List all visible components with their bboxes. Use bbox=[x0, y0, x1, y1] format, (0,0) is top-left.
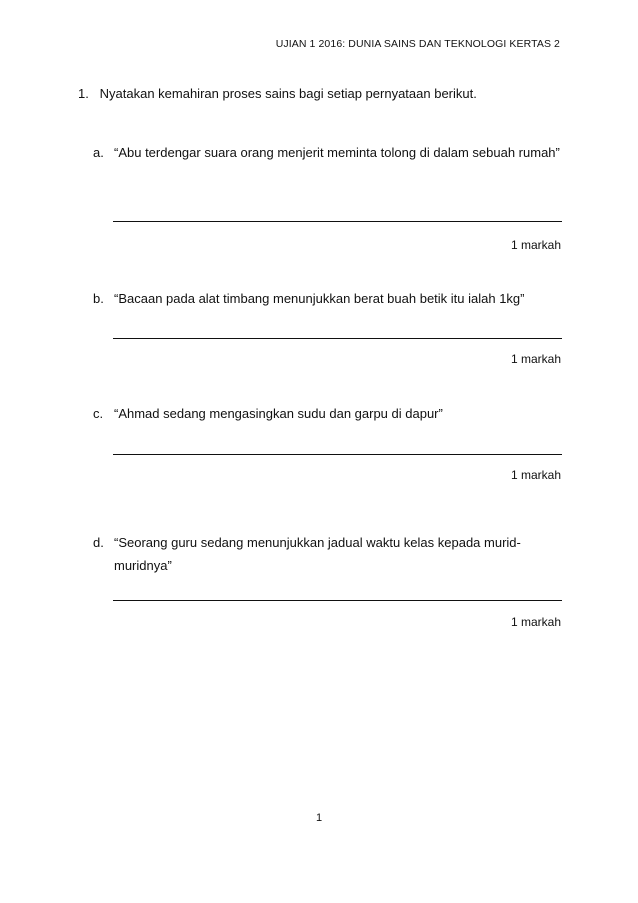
part-text: “Ahmad sedang mengasingkan sudu dan garpu di dapur” bbox=[114, 406, 443, 421]
part-letter: d. bbox=[93, 535, 104, 550]
question-part-d bbox=[93, 531, 563, 577]
question-part-b bbox=[93, 287, 563, 310]
answer-line-d[interactable] bbox=[113, 600, 562, 601]
marks-a: 1 markah bbox=[510, 238, 561, 252]
part-letter: b. bbox=[93, 291, 104, 306]
answer-line-b[interactable] bbox=[113, 338, 562, 339]
marks-c: 1 markah bbox=[510, 468, 561, 482]
answer-line-c[interactable] bbox=[113, 454, 562, 455]
part-text: “Bacaan pada alat timbang menunjukkan berat buah betik itu ialah 1kg” bbox=[114, 291, 525, 306]
part-letter: a. bbox=[93, 145, 104, 160]
question-number: 1. bbox=[78, 86, 89, 101]
part-text: “Abu terdengar suara orang menjerit meminta tolong di dalam sebuah rumah” bbox=[114, 145, 560, 160]
page-number: 1 bbox=[315, 812, 323, 824]
question-1 bbox=[78, 86, 477, 101]
question-part-a bbox=[93, 141, 563, 164]
page-header: UJIAN 1 2016: DUNIA SAINS DAN TEKNOLOGI KERTAS 2 bbox=[275, 38, 560, 50]
marks-b: 1 markah bbox=[510, 352, 561, 366]
question-text: Nyatakan kemahiran proses sains bagi setiap pernyataan berikut. bbox=[99, 86, 477, 101]
marks-d: 1 markah bbox=[510, 615, 561, 629]
part-letter: c. bbox=[93, 406, 104, 421]
answer-line-a[interactable] bbox=[113, 221, 562, 222]
question-part-c bbox=[93, 402, 563, 425]
part-text: “Seorang guru sedang menunjukkan jadual waktu kelas kepada murid-muridnya” bbox=[114, 535, 521, 573]
